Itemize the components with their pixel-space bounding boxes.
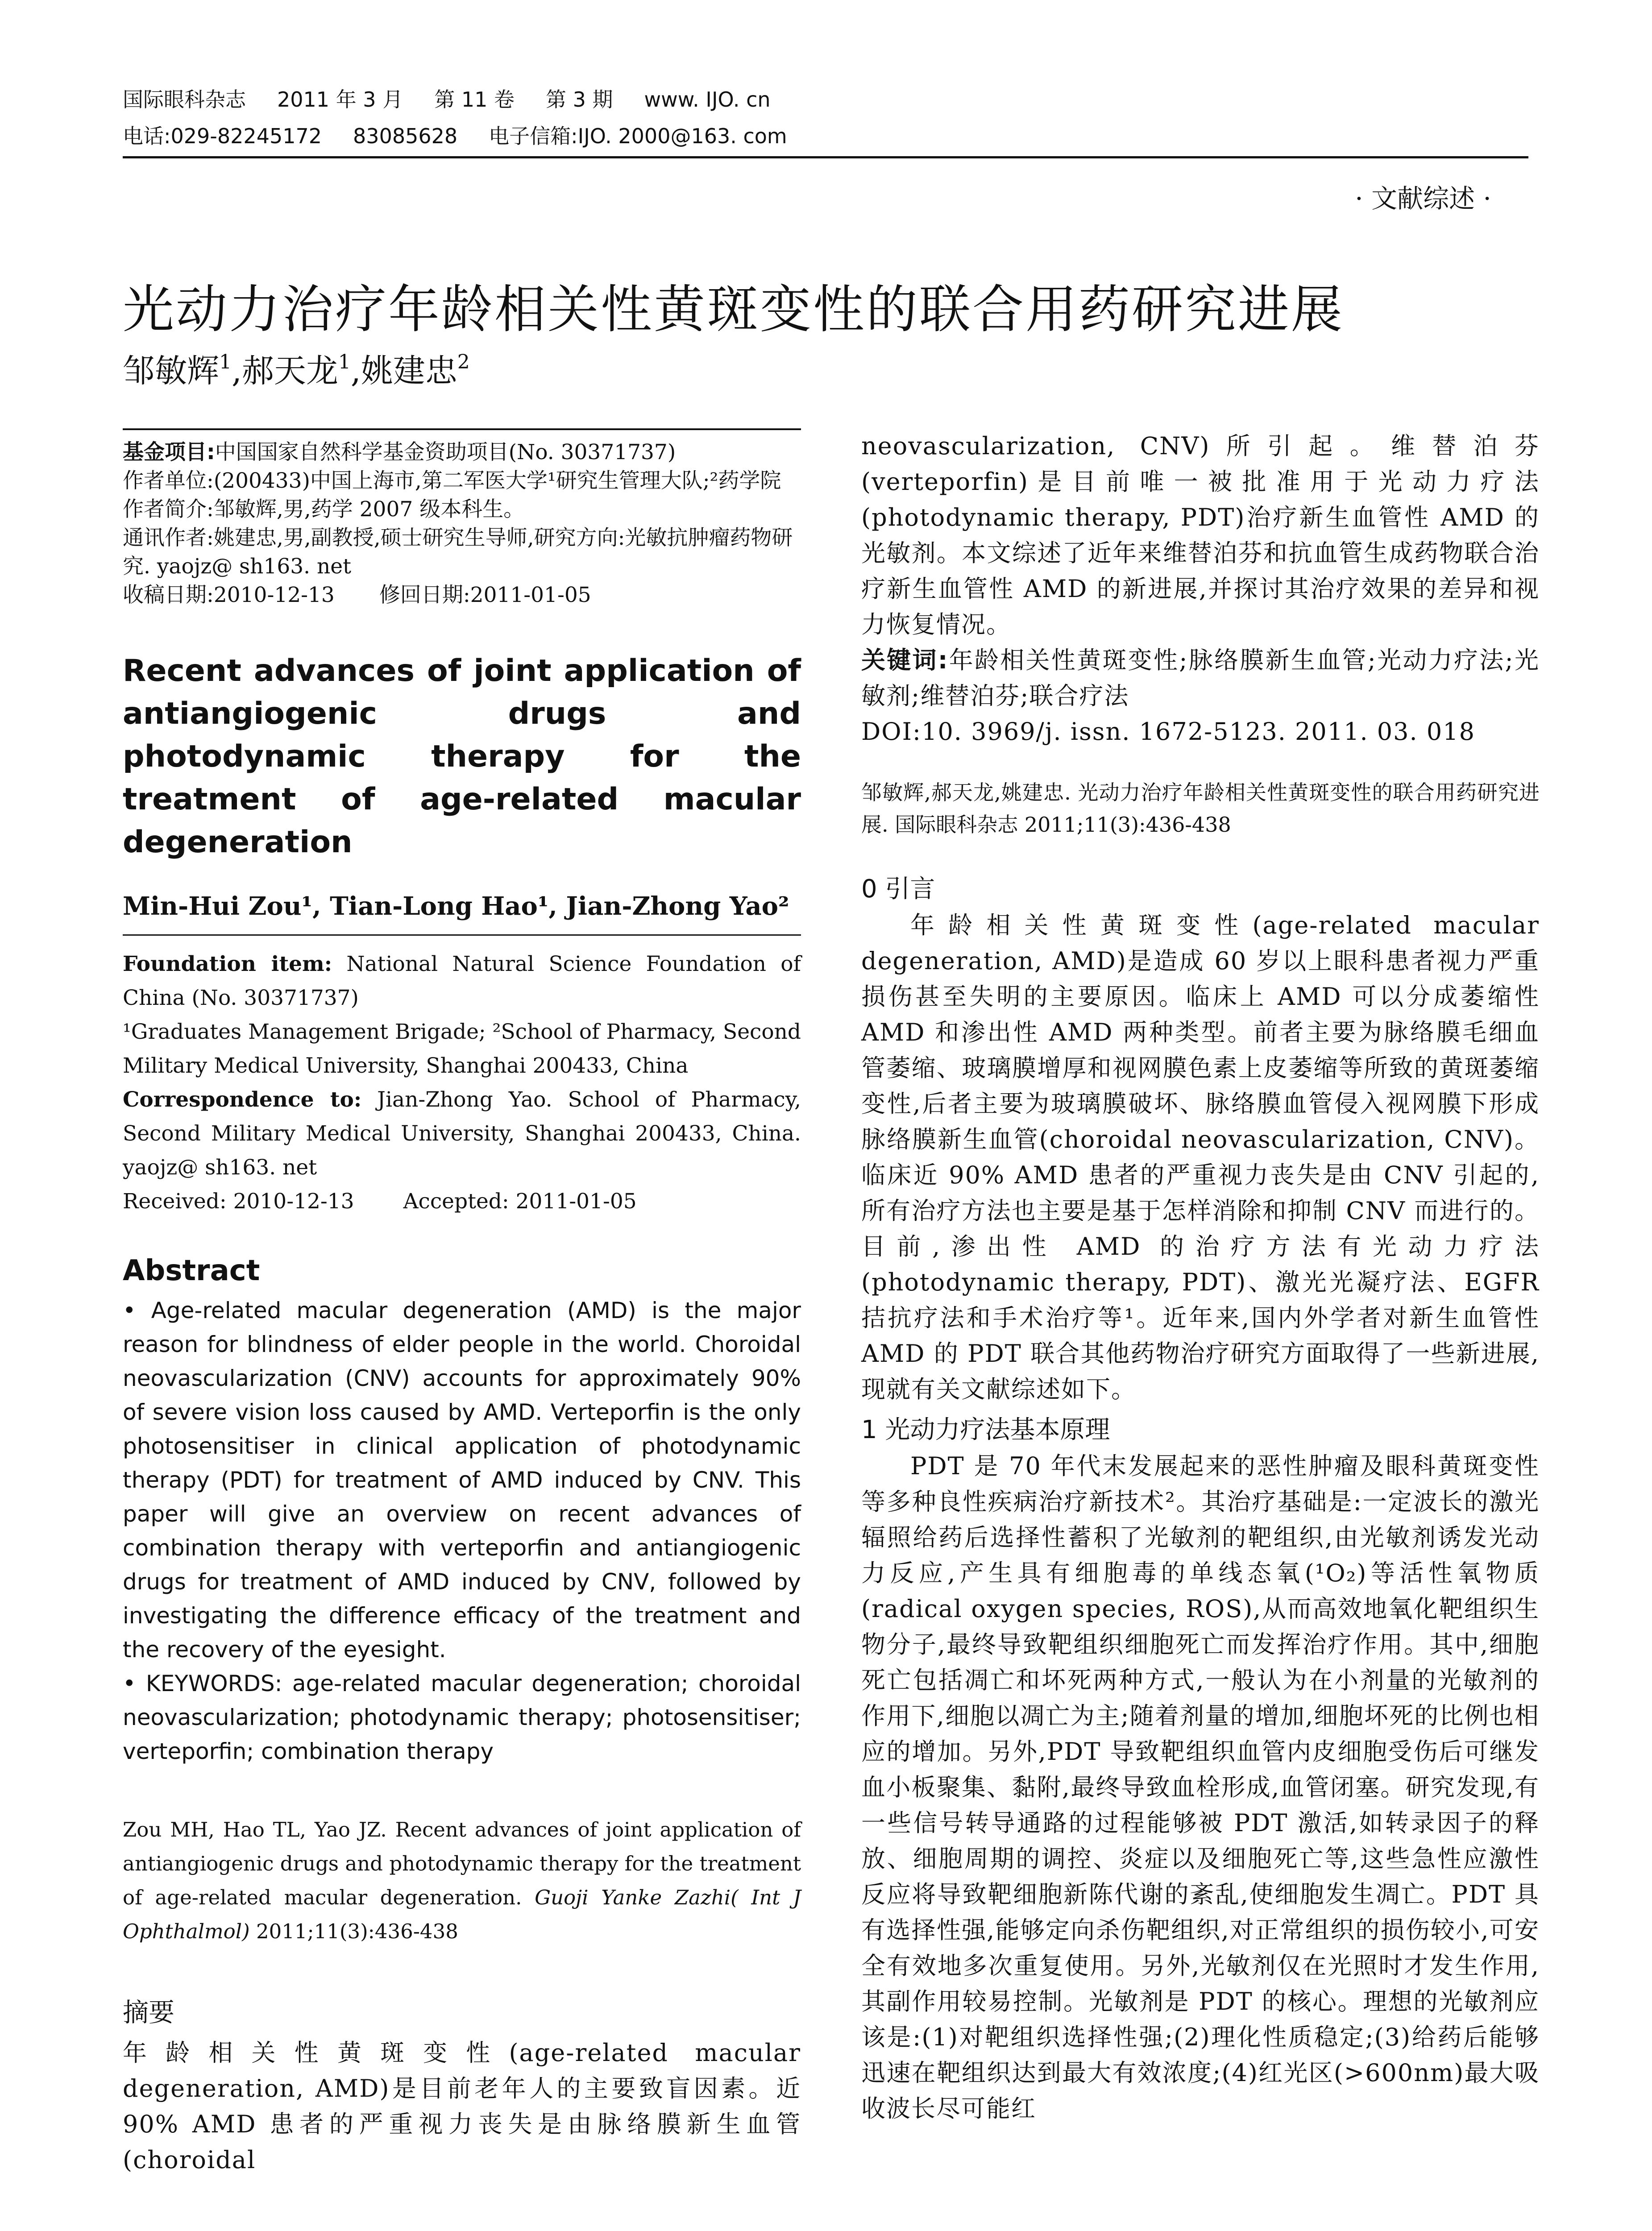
author-2-affil: 1	[338, 351, 351, 373]
citation-authors: Zou MH, Hao TL, Yao JZ. Recent advances of joint application of antiangiogenic drugs and photodynamic therapy for the treatment of age-related macular degeneration.	[123, 1818, 801, 1909]
meta-top-rule	[123, 428, 801, 430]
running-header-line2	[123, 126, 818, 146]
right-column	[861, 428, 1540, 2127]
corresponding-author: 通讯作者:姚建忠,男,副教授,硕士研究生导师,研究方向:光敏抗肿瘤药物研究. yaojz@ sh163. net	[123, 526, 793, 579]
keywords-label: 关键词:	[861, 646, 949, 674]
abstract-heading: Abstract	[123, 1254, 260, 1287]
section-tag: · 文献综述 ·	[1355, 183, 1491, 214]
author-unit: 作者单位:(200433)中国上海市,第二军医大学¹研究生管理大队;²药学院	[123, 469, 781, 493]
author-bio: 作者简介:邹敏辉,男,药学 2007 级本科生。	[123, 497, 525, 522]
revised-date: 修回日期:2011-01-05	[379, 583, 591, 607]
correspondence-text: Jian-Zhong Yao. School of Pharmacy, Second Military Medical University, Shanghai 200433, China. yaojz@ sh163. net	[123, 1087, 801, 1180]
received-en: Received: 2010-12-13	[123, 1189, 354, 1214]
english-citation	[123, 1813, 801, 1949]
english-authors: Min-Hui Zou¹, Tian-Long Hao¹, Jian-Zhong Yao²	[123, 892, 789, 921]
affiliations: ¹Graduates Management Brigade; ²School of Pharmacy, Second Military Medical University, Shanghai 200433, China	[123, 1020, 801, 1078]
phone-2: 83085628	[353, 124, 458, 148]
fund-text: 中国国家自然科学基金资助项目(No. 30371737)	[215, 440, 676, 464]
foundation-text: National Natural Science Foundation of China (No. 30371737)	[123, 952, 801, 1010]
author-1-affil: 1	[219, 351, 232, 373]
correspondence-label: Correspondence to:	[123, 1087, 362, 1112]
author-3: ,姚建忠	[350, 352, 457, 390]
email: 电子信箱:IJO. 2000@163. com	[489, 124, 787, 148]
journal-name: 国际眼科杂志	[123, 87, 246, 112]
foundation-block	[123, 947, 801, 1219]
english-title: Recent advances of joint application of antiangiogenic drugs and photodynamic therapy for the treatment of age-related macular degeneration	[123, 653, 801, 860]
chinese-citation: 邹敏辉,郝天龙,姚建忠. 光动力治疗年龄相关性黄斑变性的联合用药研究进展. 国际眼科杂志 2011;11(3):436-438	[861, 780, 1540, 837]
phone: 电话:029-82245172	[123, 124, 322, 148]
section-0-heading: 0 引言	[861, 875, 935, 904]
issue: 第 3 期	[545, 87, 613, 112]
fund-label: 基金项目:	[123, 440, 215, 464]
section-1-body: PDT 是 70 年代末发展起来的恶性肿瘤及眼科黄斑变性等多种良性疾病治疗新技术²。其治疗基础是:一定波长的激光辐照给药后选择性蓄积了光敏剂的靶组织,由光敏剂诱发光动力反应,产生具有细胞毒的单线态氧(¹O₂)等活性氧物质(radical oxygen species, ROS),从而高效地氧化靶组织生物分子,最终导致靶组织细胞死亡而发挥治疗作用。其中,细胞死亡包括凋亡和坏死两种方式,一般认为在小剂量的光敏剂的作用下,细胞以凋亡为主;随着剂量的增加,细胞坏死的比例也相应的增加。另外,PDT 导致靶组织血管内皮细胞受伤后可继发血小板聚集、黏附,最终导致血栓形成,血管闭塞。研究发现,有一些信号转导通路的过程能够被 PDT 激活,如转录因子的释放、细胞周期的调控、炎症以及细胞死亡等,这些急性应激性反应将导致靶细胞新陈代谢的紊乱,使细胞发生凋亡。PDT 具有选择性强,能够定向杀伤靶组织,对正常组织的损伤较小,可安全有效地多次重复使用。另外,光敏剂仅在光照时才发生作用,其副作用较易控制。光敏剂是 PDT 的核心。理想的光敏剂应该是:(1)对靶组织选择性强;(2)理化性质稳定;(3)给药后能够迅速在靶组织达到最大有效浓度;(4)红光区(>600nm)最大吸收波长尽可能红	[861, 1452, 1540, 2123]
keywords-text: 年龄相关性黄斑变性;脉络膜新生血管;光动力疗法;光敏剂;维替泊芬;联合疗法	[861, 646, 1540, 710]
chinese-abstract-right: neovascularization, CNV)所引起。维替泊芬(verteporfin)是目前唯一被批准用于光动力疗法(photodynamic therapy, PDT)治疗新生血管性 AMD 的光敏剂。本文综述了近年来维替泊芬和抗血管生成药物联合治疗新生血管性 AMD 的新进展,并探讨其治疗效果的差异和视力恢复情况。	[861, 432, 1540, 639]
abstract-keywords: • KEYWORDS: age-related macular degeneration; choroidal neovascularization; photodynamic therapy; photosensitiser; verteporfin; combination therapy	[123, 1671, 801, 1764]
chinese-abstract-continued	[861, 428, 1540, 750]
chinese-metadata	[123, 438, 801, 610]
chinese-authors	[123, 351, 470, 390]
citation-journal: Guoji Yanke Zazhi( Int J Ophthalmol)	[123, 1886, 801, 1943]
header-divider	[123, 156, 1528, 158]
citation-volume: 2011;11(3):436-438	[249, 1920, 458, 1943]
section-0-body: 年龄相关性黄斑变性(age-related macular degeneration, AMD)是造成 60 岁以上眼科患者视力严重损伤甚至失明的主要原因。临床上 AMD 可以分成萎缩性 AMD 和渗出性 AMD 两种类型。前者主要为脉络膜毛细血管萎缩、玻璃膜增厚和视网膜色素上皮萎缩等所致的黄斑萎缩变性,后者主要为玻璃膜破坏、脉络膜血管侵入视网膜下形成脉络膜新生血管(choroidal neovascularization, CNV)。临床近 90% AMD 患者的严重视力丧失是由 CNV 引起的,所有治疗方法也主要是基于怎样消除和抑制 CNV 而进行的。目前,渗出性 AMD 的治疗方法有光动力疗法(photodynamic therapy, PDT)、激光光凝疗法、EGFR 拮抗疗法和手术治疗等¹。近年来,国内外学者对新生血管性 AMD 的 PDT 联合其他药物治疗研究方面取得了一些新进展,现就有关文献综述如下。	[861, 911, 1540, 1403]
chinese-keywords	[861, 643, 1540, 714]
chinese-abstract-heading: 摘要	[123, 1997, 175, 2028]
received-date: 收稿日期:2010-12-13	[123, 583, 335, 607]
running-header-line1	[123, 89, 802, 110]
accepted-en: Accepted: 2011-01-05	[403, 1189, 637, 1214]
section-1-heading: 1 光动力疗法基本原理	[861, 1415, 1110, 1444]
website-link[interactable]: www. IJO. cn	[644, 87, 771, 112]
chinese-abstract-left: 年龄相关性黄斑变性(age-related macular degeneration, AMD)是目前老年人的主要致盲因素。近 90% AMD 患者的严重视力丧失是由脉络膜新生血管(choroidal	[123, 2039, 801, 2174]
volume: 第 11 卷	[434, 87, 515, 112]
author-3-affil: 2	[457, 351, 470, 373]
author-1: 邹敏辉	[123, 352, 220, 390]
author-2: ,郝天龙	[232, 352, 338, 390]
foundation-rule	[123, 934, 801, 936]
abstract-body	[123, 1294, 801, 1768]
issue-date: 2011 年 3 月	[277, 87, 403, 112]
abstract-text: • Age-related macular degeneration (AMD) is the major reason for blindness of elder people in the world. Choroidal neovascularization (CNV) accounts for approximately 90% of severe vision loss caused by AMD. Verteporfin is the only photosensitiser in clinical application of photodynamic therapy (PDT) for treatment of AMD induced by CNV. This paper will give an overview on recent advances of combination therapy with verteporfin and antiangiogenic drugs for treatment of AMD induced by CNV, followed by investigating the difference efficacy of the treatment and the recovery of the eyesight.	[123, 1298, 801, 1663]
foundation-label: Foundation item:	[123, 952, 332, 976]
section-0	[861, 908, 1540, 1407]
chinese-title: 光动力治疗年龄相关性黄斑变性的联合用药研究进展	[123, 280, 1345, 340]
doi: DOI:10. 3969/j. issn. 1672-5123. 2011. 03. 018	[861, 717, 1475, 746]
section-1	[861, 1448, 1540, 2127]
left-column	[123, 428, 801, 2178]
